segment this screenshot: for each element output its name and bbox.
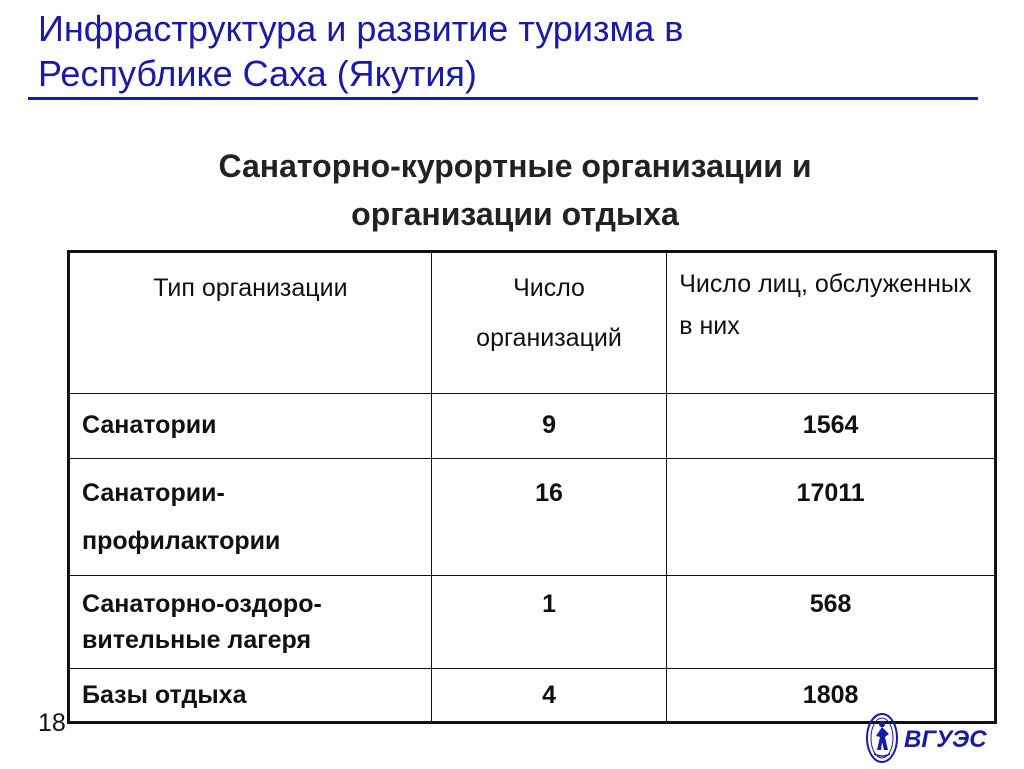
table-row <box>69 459 996 576</box>
table-heading-line-2: организации отдыха <box>351 196 679 232</box>
table-row <box>69 669 996 723</box>
slide-title <box>38 6 968 96</box>
table-row <box>69 576 996 669</box>
cell-count: 16 <box>431 459 666 576</box>
cell-type: Санаторно-оздоро-вительные лагеря <box>69 576 432 669</box>
cell-count: 1 <box>431 576 666 669</box>
university-emblem-icon <box>862 712 992 764</box>
logo-text: ВГУЭС <box>904 726 987 753</box>
cell-type: Санатории <box>69 394 432 459</box>
university-logo <box>862 712 992 764</box>
table-heading <box>120 142 910 238</box>
title-line-1: Инфраструктура и развитие туризма в <box>38 8 684 49</box>
cell-count: 9 <box>431 394 666 459</box>
header-type: Тип организации <box>69 252 432 394</box>
organizations-table <box>67 250 997 724</box>
cell-type: Базы отдыха <box>69 669 432 723</box>
title-line-2: Республике Саха (Якутия) <box>38 53 477 94</box>
cell-served: 1808 <box>667 669 996 723</box>
cell-served: 568 <box>667 576 996 669</box>
cell-served: 1564 <box>667 394 996 459</box>
cell-count: 4 <box>431 669 666 723</box>
table-heading-line-1: Санаторно-курортные организации и <box>218 148 812 184</box>
table-header-row <box>69 252 996 394</box>
header-served: Число лиц, обслуженных в них <box>667 252 996 394</box>
cell-type: Санатории-профилактории <box>69 459 432 576</box>
table-row <box>69 394 996 459</box>
title-divider <box>28 97 978 100</box>
page-number: 18 <box>38 709 66 737</box>
cell-served: 17011 <box>667 459 996 576</box>
header-count: Число организаций <box>431 252 666 394</box>
